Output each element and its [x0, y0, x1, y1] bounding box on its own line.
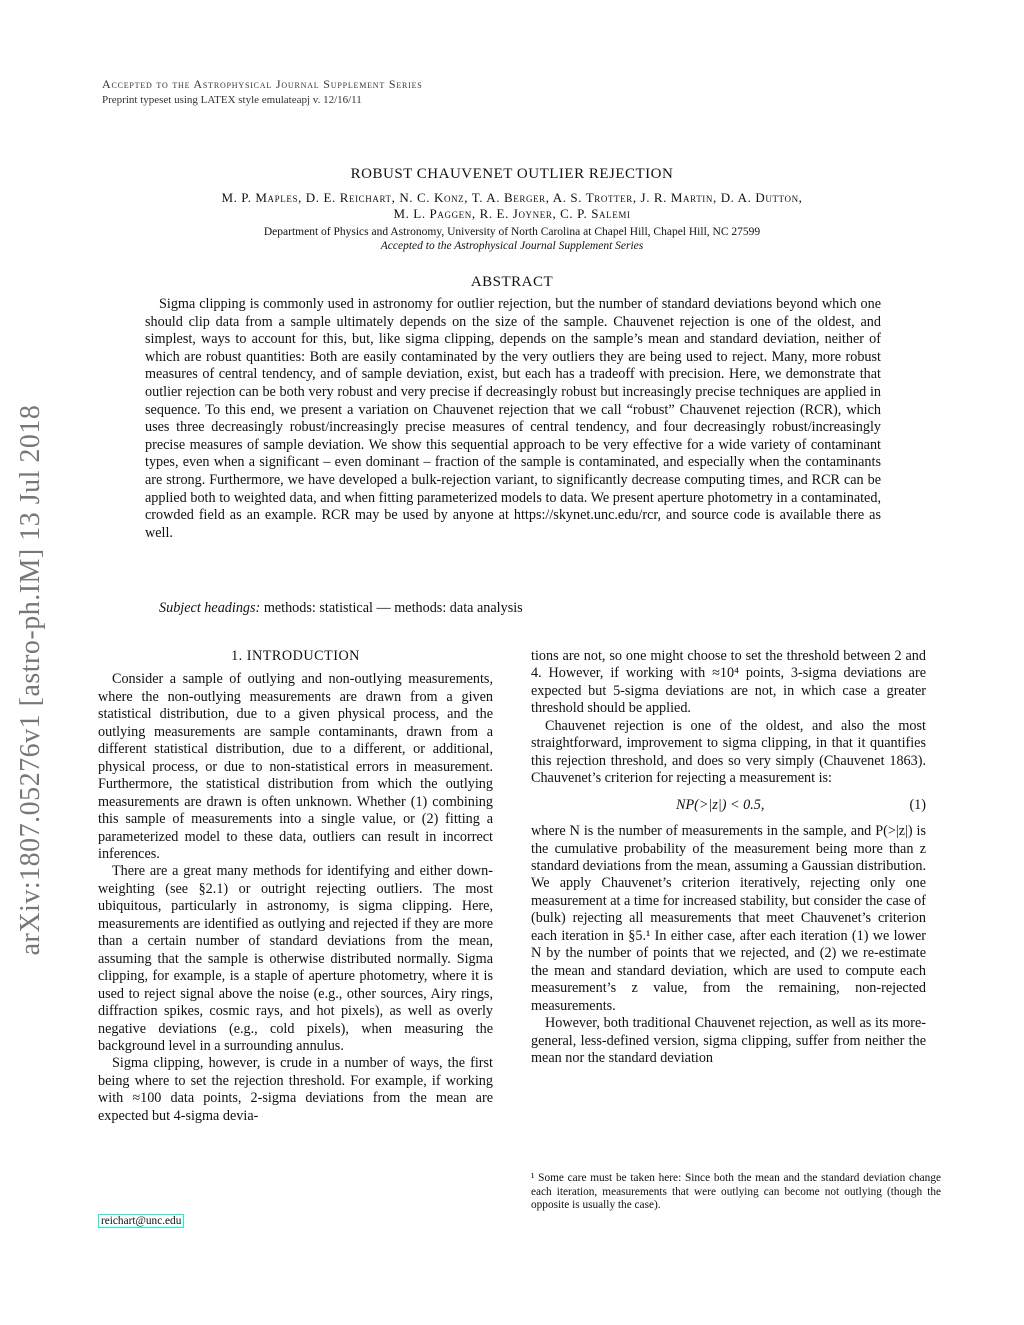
paragraph: Chauvenet rejection is one of the oldest, and also the most straightforward, improvement to sigma clipping, in that it quantifies this rejection threshold, and does so very simply (Chauvenet 1863). Chauvenet’s criterion for rejecting a measurement is: — [531, 717, 926, 787]
left-column — [98, 648, 493, 1125]
authors — [112, 190, 912, 222]
preprint-line: Preprint typeset using LATEX style emulateapj v. 12/16/11 — [102, 94, 362, 106]
paragraph: However, both traditional Chauvenet rejection, as well as its more-general, less-defined version, sigma clipping, suffer from neither the mean nor the standard deviation — [531, 1015, 926, 1066]
equation-number: (1) — [909, 796, 926, 813]
subject-headings — [145, 600, 881, 617]
subject-text: methods: statistical — methods: data analysis — [260, 600, 523, 616]
paragraph: Sigma clipping, however, is crude in a number of ways, the first being where to set the rejection threshold. For example, if working with ≈100 data points, 2-sigma deviations from the mean are expected but 4-sigma devia- — [98, 1055, 493, 1124]
title-block — [112, 166, 912, 252]
paragraph: There are a great many methods for identifying and either down-weighting (see §2.1) or outright rejecting outliers. The most ubiquitous, particularly in astronomy, is sigma clipping. Here, measurements are identified as outlying and rejected if they are more than a certain number of standard deviations from the mean, assuming that the sample is otherwise distributed normally. Sigma clipping, for example, is a staple of aperture photometry, where it is used to reject signal above the noise (e.g., other sources, Airy rings, diffraction spikes, cosmic rays, and hot pixels), as well as overly negative deviations (e.g., cold pixels), when measuring the background level in a surrounding annulus. — [98, 863, 493, 1054]
footnote: ¹ Some care must be taken here: Since both the mean and the standard deviation change each iteration, measurements that were outlying can become not outlying (though the opposite is usually the case). — [531, 1172, 941, 1211]
arxiv-stamp: arXiv:1807.05276v1 [astro-ph.IM] 13 Jul 2018 — [15, 404, 46, 956]
authors-line-2: M. L. Paggen, R. E. Joyner, C. P. Salemi — [393, 206, 631, 221]
journal-header — [102, 77, 423, 106]
subject-label: Subject headings: — [159, 600, 261, 616]
right-column — [531, 648, 926, 1067]
accepted-note: Accepted to the Astrophysical Journal Supplement Series — [380, 240, 644, 252]
paragraph: where N is the number of measurements in the sample, and P(>|z|) is the cumulative probability of the measurement being more than z standard deviations from the mean, assuming a Gaussian distribution. We apply Chauvenet’s criterion iteratively, rejecting only one measurement at a time for increased stability, but consider the case of (bulk) rejecting all measurements that meet Chauvenet’s criterion each iteration in §5.¹ In either case, after each iteration (1) we lower N by the number of points that we rejected, and (2) we re-estimate the mean and standard deviation, which are used to compute each measurement’s z value, from the remaining, non-rejected measurements. — [531, 823, 926, 1014]
equation — [531, 797, 926, 814]
affiliation: Department of Physics and Astronomy, University of North Carolina at Chapel Hill, Chapel Hill, NC 27599 — [263, 226, 761, 238]
abstract-heading: ABSTRACT — [470, 274, 554, 290]
abstract-body: Sigma clipping is commonly used in astronomy for outlier rejection, but the number of standard deviations beyond which one should clip data from a sample ultimately depends on the size of the sample. Chauvenet rejection is one of the oldest, and simplest, ways to account for this, but, like sigma clipping, depends on the sample’s mean and standard deviation, neither of which are robust quantities: Both are easily contaminated by the very outliers they are being used to reject. Many, more robust measures of central tendency, and of sample deviation, exist, but each has a tradeoff with precision. Here, we demonstrate that outlier rejection can be both very robust and very precise if decreasingly robust but increasingly precise techniques are applied in sequence. To this end, we present a variation on Chauvenet rejection that we call “robust” Chauvenet rejection (RCR), which uses three decreasingly robust/increasingly precise measures of central tendency, and four decreasingly robust/increasingly precise measures of sample deviation. We show this sequential approach to be very effective for a wide variety of contaminant types, even when a significant – even dominant – fraction of the sample is contaminated, and especially when the contaminants are strong. Furthermore, we have developed a bulk-rejection variant, to significantly decrease computing times, and RCR can be applied both to weighted data, and when fitting parameterized models to data. We present aperture photometry in a contaminated, crowded field as an example. RCR may be used by anyone at https://skynet.unc.edu/rcr, and source code is available there as well. — [145, 296, 881, 541]
paragraph: Consider a sample of outlying and non-outlying measurements, where the non-outlying measurements are drawn from a given statistical distribution, due to a given physical process, and the outlying measurements are sample contaminants, drawn from a different statistical distribution, due to a different, or additional, physical process, or due to non-statistical errors in measurement. Furthermore, the statistical distribution from which the outlying measurements are drawn is often unknown. Whether (1) combining this sample of measurements into a single value, or (2) fitting a parameterized model to these data, outliers can result in incorrect inferences. — [98, 671, 493, 862]
section-heading: 1. INTRODUCTION — [231, 648, 360, 664]
journal-line: Accepted to the Astrophysical Journal Supplement Series — [102, 77, 423, 91]
paragraph: tions are not, so one might choose to set the threshold between 2 and 4. However, if working with ≈10⁴ points, 3-sigma deviations are expected but 5-sigma deviations are not, in which case a greater threshold should be applied. — [531, 648, 926, 717]
authors-line-1: M. P. Maples, D. E. Reichart, N. C. Konz, T. A. Berger, A. S. Trotter, J. R. Martin, D. A. Dutton, — [221, 190, 803, 205]
email-link[interactable]: reichart@unc.edu — [98, 1214, 184, 1228]
equation-body: NP(>|z|) < 0.5, — [676, 796, 765, 813]
paper-title: ROBUST CHAUVENET OUTLIER REJECTION — [350, 166, 674, 182]
